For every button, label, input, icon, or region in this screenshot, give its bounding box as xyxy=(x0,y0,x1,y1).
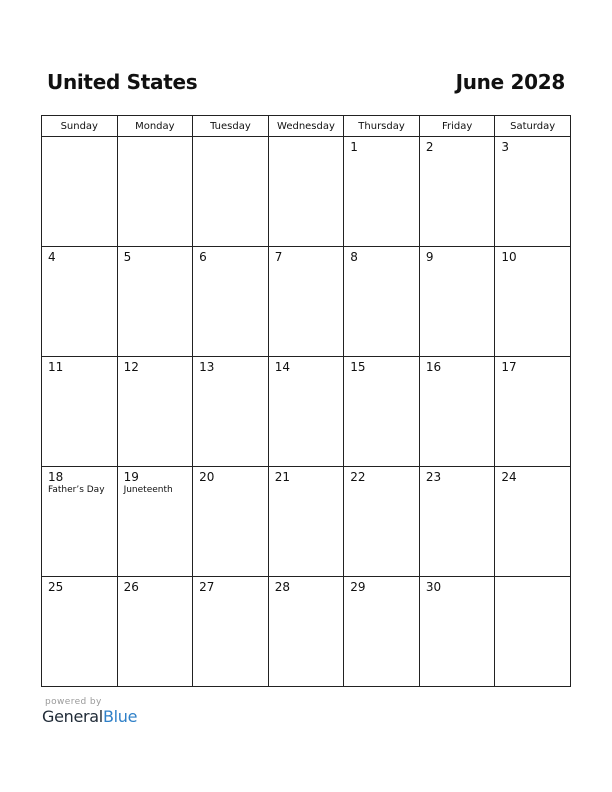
day-cell xyxy=(495,357,571,467)
day-number: 14 xyxy=(274,360,290,374)
month-year-title: June 2028 xyxy=(455,70,565,94)
day-cell xyxy=(419,467,495,577)
day-cell xyxy=(419,247,495,357)
week-row xyxy=(42,137,571,247)
day-number: 4 xyxy=(48,250,56,264)
day-cell xyxy=(268,467,344,577)
weekday-friday: Friday xyxy=(419,116,495,137)
day-cell xyxy=(495,247,571,357)
day-number: 15 xyxy=(350,360,366,374)
weekday-tuesday: Tuesday xyxy=(193,116,269,137)
calendar-grid xyxy=(41,115,571,687)
day-cell xyxy=(495,137,571,247)
day-number: 6 xyxy=(199,250,207,264)
day-cell xyxy=(42,357,118,467)
day-number: 24 xyxy=(501,470,517,484)
day-cell xyxy=(42,467,118,577)
day-number: 11 xyxy=(48,360,64,374)
holiday-label: Father’s Day xyxy=(48,485,105,495)
day-number: 12 xyxy=(123,360,139,374)
day-number: 30 xyxy=(425,580,442,594)
day-number: 29 xyxy=(350,580,366,594)
weekday-monday: Monday xyxy=(117,116,193,137)
day-cell xyxy=(268,247,344,357)
day-cell xyxy=(344,137,420,247)
day-number: 28 xyxy=(274,580,290,594)
day-number: 8 xyxy=(350,250,358,264)
week-row xyxy=(42,467,571,577)
day-cell xyxy=(344,247,420,357)
generalblue-logo[interactable] xyxy=(42,707,137,726)
day-cell xyxy=(117,577,193,687)
day-cell xyxy=(419,357,495,467)
day-cell xyxy=(42,137,118,247)
day-number: 27 xyxy=(199,580,215,594)
day-cell xyxy=(117,357,193,467)
day-number xyxy=(495,577,570,580)
day-cell xyxy=(117,247,193,357)
day-number: 3 xyxy=(501,140,510,154)
week-row xyxy=(42,247,571,357)
day-number: 2 xyxy=(425,140,434,154)
day-cell xyxy=(268,357,344,467)
day-number: 1 xyxy=(350,140,358,154)
day-number: 22 xyxy=(350,470,366,484)
day-cell xyxy=(42,247,118,357)
day-cell xyxy=(268,137,344,247)
day-cell xyxy=(495,577,571,687)
day-cell xyxy=(193,467,269,577)
day-number: 17 xyxy=(501,360,517,374)
day-number xyxy=(193,137,268,140)
weekday-sunday: Sunday xyxy=(42,116,118,137)
day-number xyxy=(42,137,117,140)
weekday-saturday: Saturday xyxy=(495,116,571,137)
holiday-label: Juneteenth xyxy=(123,485,173,495)
day-cell xyxy=(117,467,193,577)
day-cell xyxy=(344,467,420,577)
weekday-thursday: Thursday xyxy=(344,116,420,137)
day-cell xyxy=(268,577,344,687)
day-cell xyxy=(419,577,495,687)
day-cell xyxy=(495,467,571,577)
day-cell xyxy=(193,357,269,467)
weekday-header-row xyxy=(42,116,571,137)
weekday-wednesday: Wednesday xyxy=(268,116,344,137)
day-number xyxy=(269,137,344,140)
day-cell xyxy=(344,357,420,467)
week-row xyxy=(42,577,571,687)
day-cell xyxy=(193,137,269,247)
day-cell xyxy=(117,137,193,247)
day-number: 26 xyxy=(123,580,139,594)
day-number: 21 xyxy=(274,470,290,484)
day-cell xyxy=(344,577,420,687)
day-number: 20 xyxy=(199,470,215,484)
day-cell xyxy=(193,577,269,687)
day-number: 10 xyxy=(501,250,517,264)
week-row xyxy=(42,357,571,467)
day-cell xyxy=(419,137,495,247)
day-cell xyxy=(193,247,269,357)
day-number: 9 xyxy=(425,250,434,264)
day-number: 19 xyxy=(123,470,139,484)
logo-general-text: General xyxy=(42,707,103,726)
day-number xyxy=(118,137,193,140)
day-number: 7 xyxy=(274,250,283,264)
logo-blue-text: Blue xyxy=(102,707,138,726)
day-number: 16 xyxy=(425,360,442,374)
day-cell xyxy=(42,577,118,687)
day-number: 13 xyxy=(199,360,215,374)
day-number: 25 xyxy=(48,580,64,594)
day-number: 23 xyxy=(425,470,442,484)
day-number: 5 xyxy=(123,250,132,264)
day-number: 18 xyxy=(48,470,64,484)
country-title: United States xyxy=(47,70,198,94)
powered-by-text: powered by xyxy=(45,697,102,707)
